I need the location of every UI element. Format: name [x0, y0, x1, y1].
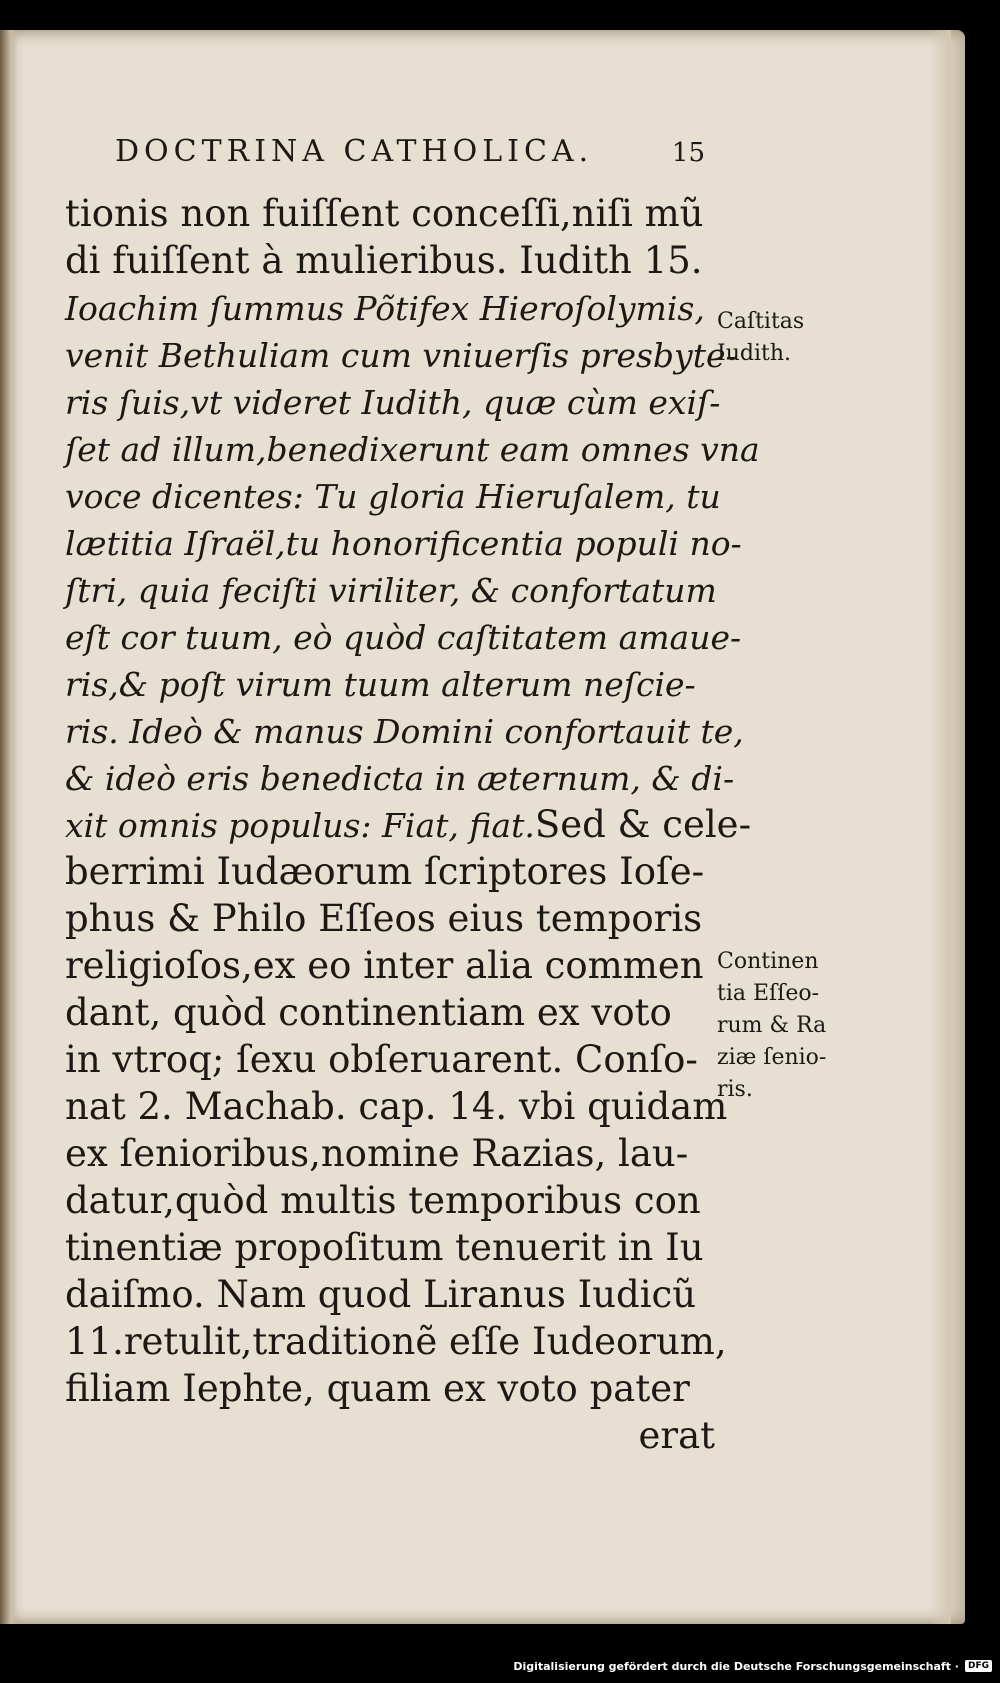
text-line-content: ris,& poſt virum tuum alterum neſcie- [65, 665, 696, 704]
margin-note-line: Iudith. [717, 341, 791, 366]
text-line-content: ex ſenioribus,nomine Razias, lau- [65, 1132, 689, 1175]
text-line [65, 1318, 727, 1365]
text-line-content: eſt cor tuum, eò quòd caſtitatem amaue- [65, 618, 742, 657]
text-line-content: berrimi Iudæorum ſcriptores Ioſe- [65, 850, 705, 893]
text-line [65, 1365, 715, 1412]
body-text [65, 190, 760, 1459]
margin-note-line: ziæ ſenio- [717, 1045, 827, 1070]
page-edge [929, 30, 951, 1624]
margin-note-line: Caſtitas [717, 309, 805, 334]
margin-note-line: tia Eſſeo- [717, 981, 820, 1006]
text-line [65, 1271, 715, 1318]
text-line [65, 1083, 728, 1130]
text-line [65, 801, 752, 848]
text-line-content: xit omnis populus: Fiat, fiat. [65, 806, 535, 845]
credit-text: Digitalisierung gefördert durch die Deutsche Forschungsgemeinschaft · [513, 1659, 959, 1673]
text-line [65, 425, 760, 472]
running-head-title: DOCTRINA CATHOLICA. [115, 134, 594, 169]
text-line-tail: Sed & cele- [534, 803, 752, 846]
text-line [65, 1036, 715, 1083]
text-line-content: ſet ad illum,benedixerunt eam omnes vna [65, 430, 760, 469]
text-line-content: 11.retulit,traditionẽ eſſe Iudeorum, [65, 1320, 727, 1363]
text-line-content: tinentiæ propoſitum tenuerit in Iu [65, 1226, 704, 1269]
text-line [65, 707, 744, 754]
text-line-content: daiſmo. Nam quod Liranus Iudicũ [65, 1273, 697, 1316]
margin-note-line: ris. [717, 1077, 753, 1102]
text-line [65, 848, 715, 895]
text-line [65, 331, 737, 378]
text-line-content: lætitia Iſraël,tu honorificentia populi no- [65, 524, 742, 563]
text-line-content: venit Bethuliam cum vniuerſis presbyte- [65, 336, 737, 375]
text-line-content: & ideò eris benedicta in æternum, & di- [65, 759, 735, 798]
text-line [65, 660, 715, 707]
page-number: 15 [671, 138, 705, 168]
text-line [65, 1177, 715, 1224]
margin-note-castitas [717, 306, 804, 370]
text-line-content: ſtri, quia feciſti viriliter, & confortatum [65, 571, 717, 610]
margin-note-continentia [717, 946, 826, 1106]
text-line [65, 519, 742, 566]
text-line-content: Ioachim ſummus Põtifex Hieroſolymis, [65, 289, 705, 328]
book-page [0, 30, 965, 1624]
text-line [65, 1224, 715, 1271]
text-line [65, 895, 715, 942]
text-line-content: phus & Philo Eſſeos eius temporis [65, 897, 703, 940]
text-line [65, 566, 715, 613]
text-line [65, 942, 715, 989]
text-line [65, 190, 715, 237]
text-line [65, 1412, 715, 1459]
text-line-content: nat 2. Machab. cap. 14. vbi quidam [65, 1085, 728, 1128]
margin-note-line: rum & Ra [717, 1013, 827, 1038]
text-line [65, 472, 721, 519]
running-head [115, 134, 705, 174]
text-line-content: filiam Iephte, quam ex voto pater [65, 1367, 690, 1410]
text-line-content: voce dicentes: Tu gloria Hieruſalem, tu [65, 477, 721, 516]
text-line [65, 989, 715, 1036]
text-line-content: datur,quòd multis temporibus con [65, 1179, 701, 1222]
digitization-credit [0, 1649, 1000, 1683]
text-line [65, 237, 715, 284]
text-line [65, 284, 715, 331]
text-line-content: di fuiſſent à mulieribus. Iudith 15. [65, 239, 703, 282]
text-line [65, 1130, 715, 1177]
margin-note-line: Continen [717, 949, 819, 974]
text-line-content: tionis non fuiſſent conceſſi,niſi mũ [65, 192, 704, 235]
text-line-content: ris. Ideò & manus Domini confortauit te, [65, 712, 744, 751]
text-line-content: dant, quòd continentiam ex voto [65, 991, 672, 1034]
text-line [65, 613, 742, 660]
text-line-content: erat [638, 1414, 715, 1457]
text-line-content: ris ſuis,vt videret Iudith, quæ cùm exiſ- [65, 383, 721, 422]
page-gutter-shadow [0, 30, 18, 1624]
text-line-content: religioſos,ex eo inter alia commen [65, 944, 704, 987]
text-line [65, 754, 735, 801]
text-line [65, 378, 721, 425]
dfg-logo: DFG [965, 1660, 992, 1672]
text-line-content: in vtroq; ſexu obſeruarent. Conſo- [65, 1038, 698, 1081]
